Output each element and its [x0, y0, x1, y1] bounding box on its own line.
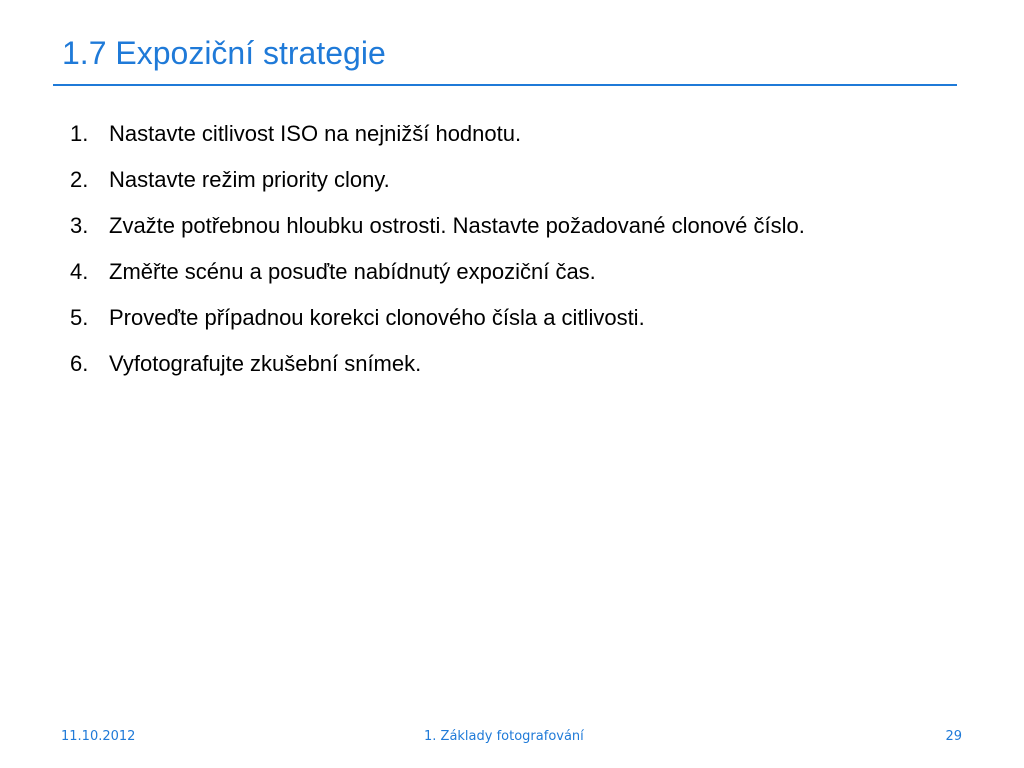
title-underline: [53, 84, 957, 86]
footer-date: 11.10.2012: [61, 729, 136, 744]
step-number: 4.: [70, 259, 89, 284]
step-number: 1.: [70, 121, 89, 146]
step-number: 5.: [70, 305, 89, 330]
list-item: [70, 164, 870, 195]
slide-title: 1.7 Expoziční strategie: [62, 35, 386, 71]
step-number: 3.: [70, 213, 89, 238]
list-item: [70, 210, 870, 241]
footer-section-title: 1. Základy fotografování: [424, 729, 584, 744]
step-text: Vyfotografujte zkušební snímek.: [109, 351, 422, 376]
step-number: 2.: [70, 167, 89, 192]
step-text: Nastavte režim priority clony.: [109, 167, 390, 192]
list-item: [70, 256, 870, 287]
step-text: Změřte scénu a posuďte nabídnutý expoziční čas.: [109, 259, 596, 284]
list-item: [70, 348, 870, 379]
steps-list: [70, 118, 870, 394]
step-text: Proveďte případnou korekci clonového čísla a citlivosti.: [109, 305, 645, 330]
step-number: 6.: [70, 351, 89, 376]
step-text: Nastavte citlivost ISO na nejnižší hodnotu.: [109, 121, 522, 146]
step-text: Zvažte potřebnou hloubku ostrosti. Nastavte požadované clonové číslo.: [109, 213, 805, 238]
footer-page-number: 29: [945, 729, 962, 744]
list-item: [70, 118, 870, 149]
list-item: [70, 302, 870, 333]
